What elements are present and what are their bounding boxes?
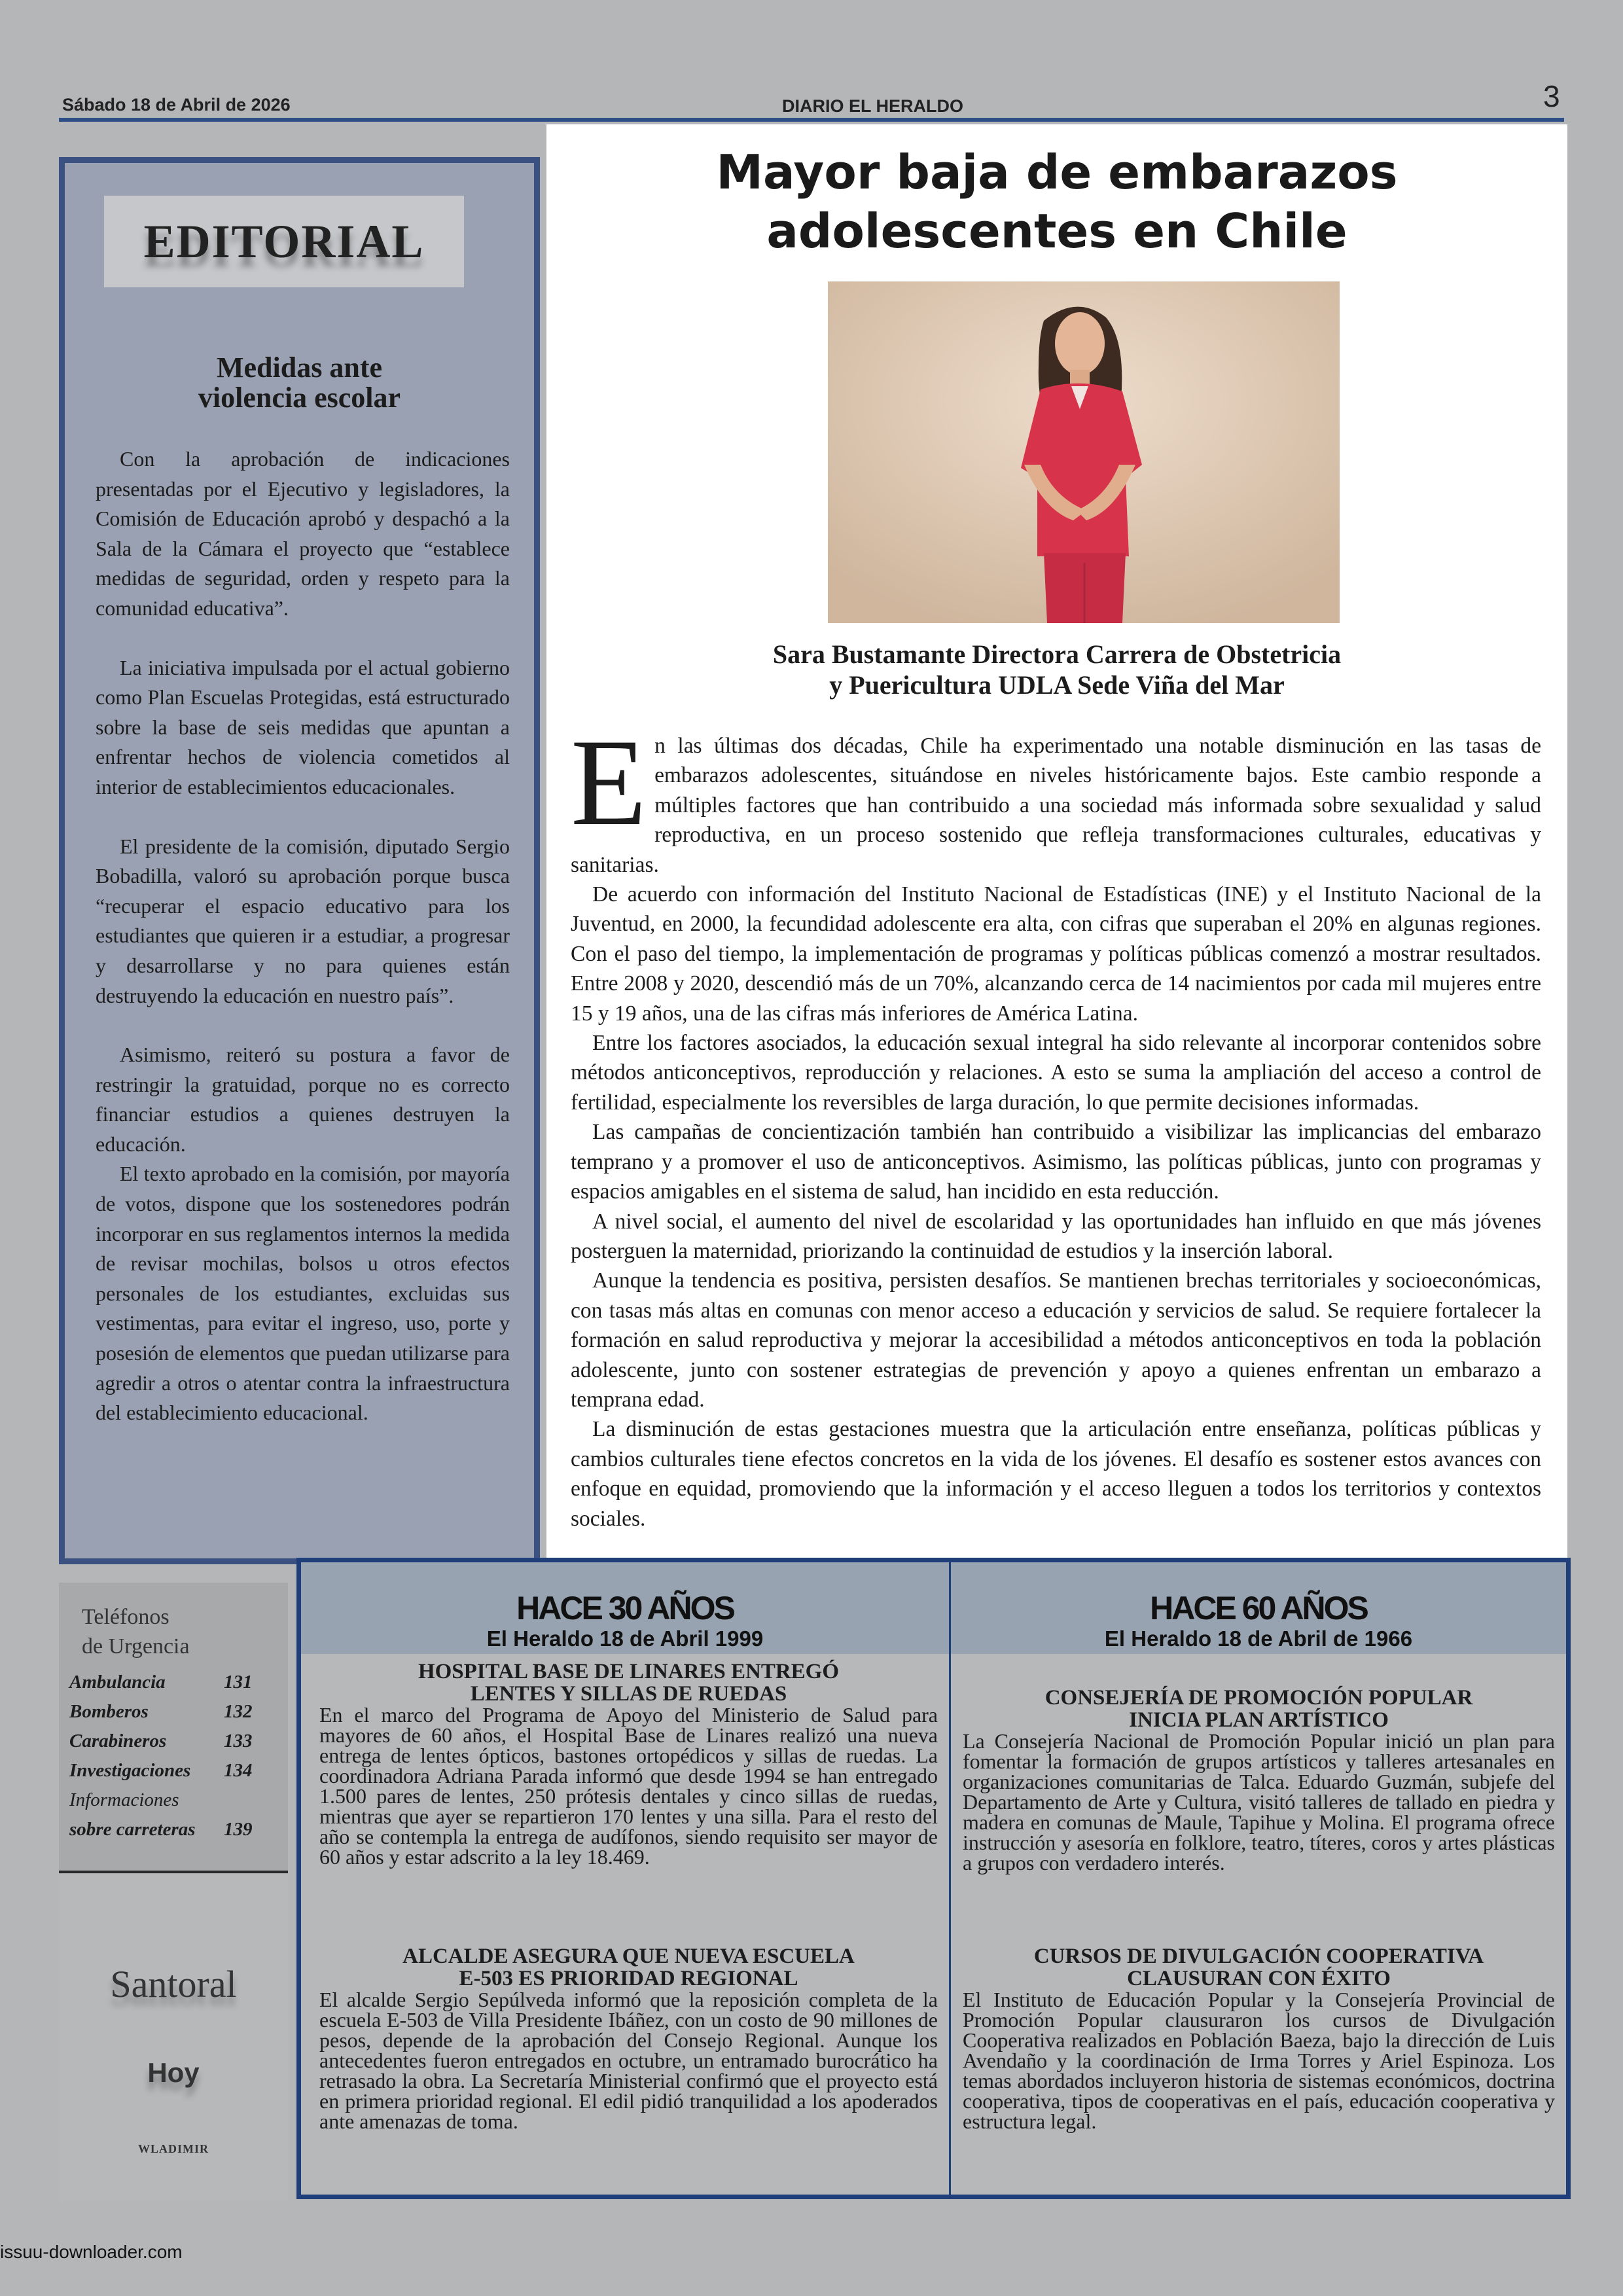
editorial-paragraph: El presidente de la comisión, diputado Sergio Bobadilla, valoró su aprobación porque busca “recuperar el espacio educativo para los estudiantes que quieren ir a estudiar, a progresar y desarrollarse y no para quienes están destruyendo la educación en nuestro país”. — [96, 834, 510, 1007]
editorial-label-box — [104, 196, 464, 287]
hace-30-header — [301, 1562, 949, 1654]
news-headline-line: INICIA PLAN ARTÍSTICO — [1129, 1708, 1389, 1732]
hace-30-news-1 — [319, 1660, 938, 1867]
article-paragraph: Entre los factores asociados, la educación sexual integral ha sido relevante al incorporar contenidos sobre métodos anticonceptivos, reproducción y relaciones. A esto se suma la ampliación del acceso a control de fertilidad, especialmente los reversibles de larga duración, lo que permite decisiones informadas. — [571, 1031, 1541, 1115]
phone-number: 132 — [224, 1701, 253, 1722]
phone-number: 133 — [224, 1731, 253, 1751]
phone-name: Investigaciones — [69, 1760, 191, 1781]
editorial-headline-line-1: Medidas ante — [217, 351, 382, 384]
phone-item-bomberos — [69, 1697, 279, 1727]
hace-30-news-2 — [319, 1945, 938, 2132]
header-date: Sábado 18 de Abril de 2026 — [62, 95, 291, 115]
article-title-line-1: Mayor baja de embarazos — [716, 145, 1398, 200]
phone-name: Ambulancia — [69, 1672, 166, 1693]
news-headline-line: ALCALDE ASEGURA QUE NUEVA ESCUELA — [402, 1945, 855, 1968]
header-paper-name: DIARIO EL HERALDO — [782, 96, 964, 116]
santoral-today: Hoy — [147, 2057, 200, 2088]
phone-number: 139 — [224, 1819, 253, 1840]
news-headline-line: E-503 ES PRIORIDAD REGIONAL — [459, 1967, 798, 1990]
phone-number: 134 — [224, 1760, 253, 1781]
article-paragraph: La disminución de estas gestaciones muestra que la articulación entre enseñanza, políticas públicas y cambios culturales tiene efectos concretos en la vida de los jóvenes. El desafío es sostener estos avances con enfoque en equidad, promoviendo que la información y el acceso lleguen a todos los territorios y contextos sociales. — [571, 1417, 1541, 1531]
phones-title — [82, 1602, 190, 1661]
photo-caption — [546, 639, 1567, 700]
news-text: El alcalde Sergio Sepúlveda informó que la reposición completa de la escuela E-503 de Villa Presidente Ibáñez, con un costo de 90 millones de pesos, depende de la aprobación del Consejo Regional. Aunque los antecedentes fueron entregados en octubre, un entramado burocrático ha retrasado la obra. La Secretaría Ministerial confirmó que el proyecto está en primera prioridad regional. El edil pidió tranquilidad a los apoderados ante amenazas de toma. — [319, 1988, 938, 2133]
news-headline — [319, 1945, 938, 1990]
phone-name: Informaciones — [69, 1789, 179, 1810]
page-number: 3 — [1543, 79, 1560, 113]
article-paragraph: Las campañas de concientización también han contribuido a visibilizar las implicancias del embarazo temprano y a promover el uso de anticonceptivos. Asimismo, las políticas públicas, junto con programas y espacios amigables en el sistema de salud, han incidido en esta reducción. — [571, 1120, 1541, 1204]
source-watermark: issuu-downloader.com — [0, 2242, 183, 2262]
news-headline-line: HOSPITAL BASE DE LINARES ENTREGÓ — [418, 1660, 840, 1683]
editorial-label: EDITORIAL — [143, 215, 425, 268]
photo-caption-line-2: y Puericultura UDLA Sede Viña del Mar — [829, 670, 1285, 700]
hace-30-title: HACE 30 AÑOS — [516, 1590, 734, 1626]
phone-item-carreteras — [69, 1815, 279, 1844]
phones-list — [69, 1668, 279, 1844]
article-title-line-2: adolescentes en Chile — [766, 204, 1347, 259]
photo-caption-line-1: Sara Bustamante Directora Carrera de Obstetricia — [772, 639, 1342, 669]
article-paragraph: Aunque la tendencia es positiva, persisten desafíos. Se mantienen brechas territoriales y socioeconómicas, con tasas más altas en comunas con menor acceso a educación y servicios de salud. Se requiere fortalecer la formación en salud reproductiva y mejorar la accesibilidad a métodos anticonceptivos en toda la población adolescente, junto con sostener estrategias de prevención y apoyo a quienes enfrentan un embarazo a temprana edad. — [571, 1268, 1541, 1412]
article-paragraph: A nivel social, el aumento del nivel de escolaridad y las oportunidades han influido en que más jóvenes posterguen la maternidad, priorizando la continuidad de estudios y la inserción laboral. — [571, 1209, 1541, 1263]
news-headline-line: CLAUSURAN CON ÉXITO — [1127, 1967, 1391, 1990]
news-headline — [319, 1660, 938, 1705]
santoral-label: Santoral — [110, 1963, 237, 2005]
phones-title-line-1: Teléfonos — [82, 1605, 169, 1629]
article-photo — [828, 281, 1340, 623]
editorial-paragraph: Con la aprobación de indicaciones presentadas por el Ejecutivo y legisladores, la Comisión de Educación aprobó y despachó a la Sala de la Cámara el proyecto que “establece medidas de seguridad, orden y respeto para la comunidad educativa”. — [96, 447, 510, 620]
phone-item-investigaciones — [69, 1756, 279, 1785]
main-article — [546, 124, 1567, 1568]
hace-60-title: HACE 60 AÑOS — [1150, 1590, 1367, 1626]
phone-name: Carabineros — [69, 1731, 167, 1751]
portrait-illustration — [828, 281, 1340, 623]
editorial-headline-line-2: violencia escolar — [198, 382, 401, 414]
hace-30-subtitle: El Heraldo 18 de Abril 1999 — [486, 1626, 764, 1651]
editorial-paragraph: Asimismo, reiteró su postura a favor de restringir la gratuidad, porque no es correcto financiar estudios a quienes destruyen la educación. — [96, 1043, 510, 1156]
drop-cap: E — [571, 714, 647, 852]
phone-item-informaciones — [69, 1785, 279, 1815]
phone-number: 131 — [224, 1672, 253, 1693]
article-first-paragraph-text: n las últimas dos décadas, Chile ha experimentado una notable disminución en las tasas de embarazos adolescentes, situándose en niveles históricamente bajos. Este cambio responde a múltiples factores que han contribuido a una sociedad más informada sobre sexualidad y salud reproductiva, en un proceso sostenido que refleja transformaciones culturales, educativas y sanitarias. — [571, 734, 1541, 877]
emergency-phones-box — [59, 1583, 288, 2199]
phones-title-line-2: de Urgencia — [82, 1634, 190, 1659]
article-paragraph: De acuerdo con información del Instituto Nacional de Estadísticas (INE) y el Instituto Nacional de la Juventud, en 2000, la fecundidad adolescente era alta, con cifras que superaban el 20% en algunas regiones. Con el paso del tiempo, la implementación de programas y políticas públicas comenzó a mostrar resultados. Entre 2008 y 2020, descendió más de un 70%, alcanzando cerca de 14 nacimientos por cada mil mujeres entre 15 y 19 años, una de las cifras más inferiores de América Latina. — [571, 882, 1541, 1026]
hace-30-column — [301, 1562, 949, 2195]
phone-item-carabineros — [69, 1727, 279, 1756]
editorial-paragraph: La iniciativa impulsada por el actual gobierno como Plan Escuelas Protegidas, está estructurado sobre la base de seis medidas que apuntan a enfrentar hechos de violencia cometidos al interior de establecimientos educacionales. — [96, 655, 510, 798]
news-headline — [963, 1945, 1555, 1990]
editorial-paragraph: El texto aprobado en la comisión, por mayoría de votos, dispone que los sostenedores podrán incorporar en sus reglamentos internos la medida de revisar mochilas, bolsos u otros efectos personales de los estudiantes, excluidas sus vestimentas, para evitar el ingreso, uso, porte y posesión de elementos que puedan utilizarse para agredir a otros o atentar contra la infraestructura del establecimiento educacional. — [96, 1162, 510, 1425]
news-headline — [963, 1687, 1555, 1731]
hace-60-news-1 — [963, 1687, 1555, 1873]
editorial-body — [96, 444, 510, 1428]
santoral-saint-name: WLADIMIR — [137, 2142, 209, 2155]
article-body — [571, 714, 1541, 1534]
news-headline-line: LENTES Y SILLAS DE RUEDAS — [470, 1682, 787, 1706]
phone-name: sobre carreteras — [69, 1819, 196, 1840]
article-first-paragraph — [571, 714, 1541, 880]
news-text: El Instituto de Educación Popular y la Consejería Provincial de Promoción Popular clausuraron los cursos de Divulgación Cooperativa realizados en Población Baeza, bajo la dirección de Luis Avendaño y la coordinación de Irma Torres y Ariel Espinoza. Los temas abordados incluyeron historia de sistemas económicos, doctrina cooperativa, tipos de cooperativas en el país, educación cooperativa y estructura legal. — [963, 1988, 1555, 2133]
news-headline-line: CONSEJERÍA DE PROMOCIÓN POPULAR — [1044, 1686, 1473, 1710]
news-text: En el marco del Programa de Apoyo del Ministerio de Salud para mayores de 60 años, el Hospital Base de Linares realizó una nueva entrega de lentes ópticos, bastones ortopédicos y sillas de ruedas. La coordinadora Adriana Parada informó que desde 1994 se han entregado 1.500 pares de lentes, 250 prótesis dentales y cinco sillas de ruedas, mientras que ayer se repartieron 170 lentes y una silla. Para el resto del año se contempla la entrega de audífonos, siendo requisito ser mayor de 60 años y estar adscrito a la ley 18.469. — [319, 1703, 938, 1869]
history-section — [296, 1558, 1571, 2199]
phone-name: Bomberos — [69, 1701, 149, 1722]
editorial-column — [59, 157, 540, 1564]
hace-60-subtitle: El Heraldo 18 de Abril de 1966 — [1104, 1626, 1413, 1651]
header-rule — [59, 118, 1564, 122]
hace-60-column — [951, 1562, 1566, 2195]
phones-divider — [59, 1871, 288, 1873]
hace-60-header — [951, 1562, 1566, 1654]
news-text: La Consejería Nacional de Promoción Popular inició un plan para fomentar la formación de grupos artísticos y talleres artesanales en organizaciones comunitarias de Talca. Eduardo Guzmán, subjefe del Departamento de Arte y Cultura, visitó talleres de tallado en piedra y madera en comunas de Maule, Tapihue y Molina. El programa ofrece instrucción y asesoría en folklore, teatro, títeres, coros y artes plásticas a grupos con verdadero interés. — [963, 1729, 1555, 1874]
article-title — [546, 143, 1567, 260]
phone-item-ambulancia — [69, 1668, 279, 1697]
hace-60-news-2 — [963, 1945, 1555, 2132]
news-headline-line: CURSOS DE DIVULGACIÓN COOPERATIVA — [1033, 1945, 1484, 1968]
editorial-headline — [65, 353, 534, 413]
